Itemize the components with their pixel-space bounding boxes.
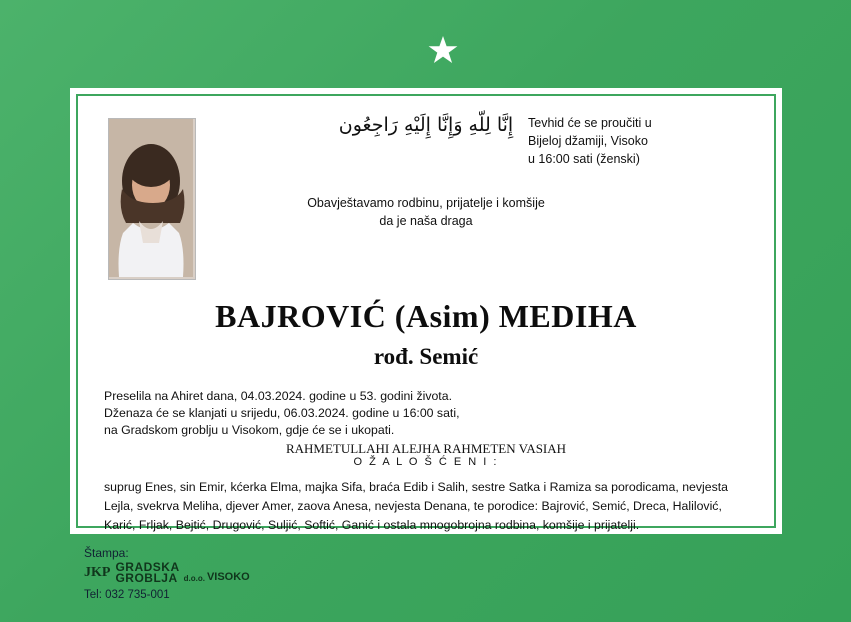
printer-phone: Tel: 032 735-001 (84, 589, 170, 601)
printer-logo (84, 562, 484, 584)
tevhid-line-1: Tevhid će se proučiti u (528, 116, 652, 130)
printer-logo-suffix: d.o.o. (183, 574, 205, 583)
arabic-basmala: إِنَّا لِلّهِ وَإِنَّا إِلَيْهِ رَاجِعُون (338, 114, 514, 136)
printer-logo-city: VISOKO (206, 571, 250, 583)
mourners-label: O Ž A L O Š Ć E N I : (353, 456, 499, 468)
printer-logo-words (115, 562, 179, 584)
deceased-name: BAJROVIĆ (Asim) MEDIHA (215, 298, 637, 334)
printer-logo-line-1: GRADSKA (115, 560, 180, 574)
funeral-details-line-1: Preselila na Ahiret dana, 04.03.2024. godine u 53. godini života. (104, 389, 452, 403)
crescent-star-icon (0, 10, 851, 86)
tevhid-line-2: Bijeloj džamiji, Visoko (528, 134, 648, 148)
funeral-details (104, 388, 764, 439)
mourners-line-2: Lejla, svekrva Meliha, djever Amer, zaova Anesa, nevjesta Denana, te porodice: Bajrović, Semić, Dreca, Halilović, (104, 499, 722, 513)
announcement-line-2: da je naša draga (379, 214, 473, 228)
mourners-line-3: Karić, Frljak, Bejtić, Drugović, Suljić, Softić, Ganić i ostala mnogobrojna rodbina, komšije i prijatelji. (104, 518, 640, 532)
funeral-details-line-3: na Gradskom groblju u Visokom, gdje će se i ukopati. (104, 423, 395, 437)
notice-card-border (76, 94, 776, 532)
printer-logo-mark: JKP (84, 565, 111, 580)
announcement-line-1: Obavještavamo rodbinu, prijatelje i komšije (307, 196, 545, 210)
funeral-details-line-2: Dženaza će se klanjati u srijedu, 06.03.2024. godine u 16:00 sati, (104, 406, 460, 420)
notice-card (70, 88, 782, 534)
blessing-text: RAHMETULLAHI ALEJHA RAHMETEN VASIAH (285, 441, 567, 456)
tevhid-line-3: u 16:00 sati (ženski) (528, 152, 640, 166)
print-label: Štampa: (84, 546, 129, 560)
mourners-list (104, 478, 764, 535)
announcement-text (78, 194, 774, 230)
deceased-maiden-name: rođ. Semić (373, 344, 479, 369)
mourners-line-1: suprug Enes, sin Emir, kćerka Elma, majka Sifa, braća Edib i Salih, sestre Satka i Ramiza sa porodicama, nevjesta (104, 480, 728, 494)
tevhid-info (528, 114, 728, 168)
printer-credit (84, 546, 484, 601)
printer-logo-line-2: GROBLJA (115, 571, 178, 585)
